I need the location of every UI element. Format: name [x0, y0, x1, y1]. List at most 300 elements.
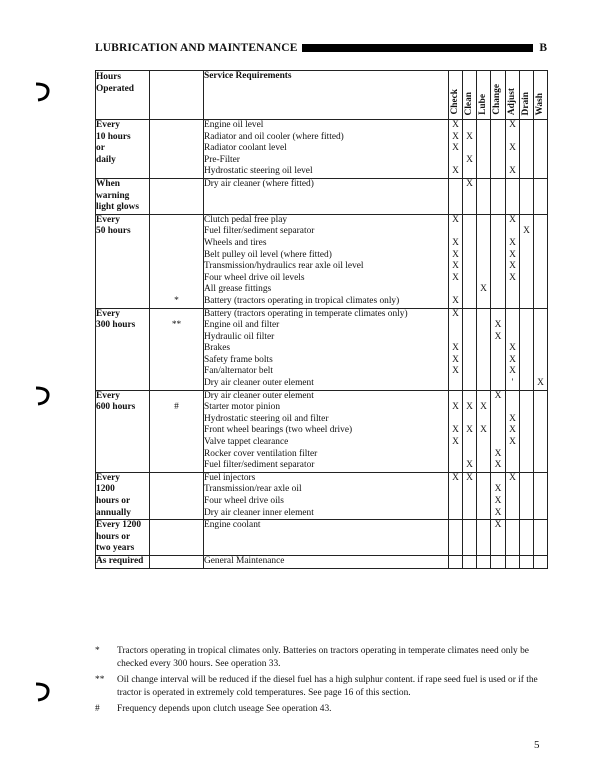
service-requirement: Fan/alternator belt [204, 366, 273, 377]
hours-interval-line: two years [96, 543, 135, 554]
action-mark [491, 273, 505, 285]
action-mark [463, 437, 476, 449]
action-mark [463, 284, 476, 296]
hours-interval-line: hours or [96, 531, 131, 542]
action-mark [463, 238, 476, 250]
hours-interval-cell [96, 390, 150, 472]
action-mark [491, 215, 505, 227]
action-mark [491, 284, 505, 296]
action-mark: X [452, 237, 459, 248]
action-mark: X [509, 272, 516, 283]
action-mark [520, 261, 533, 273]
action-mark [449, 155, 462, 167]
column-header-lube: Lube [477, 71, 491, 120]
footnote-marker [150, 238, 203, 250]
service-requirement: Dry air cleaner inner element [204, 507, 314, 518]
action-mark: X [509, 472, 516, 483]
action-cell-wash [534, 472, 548, 519]
action-mark: X [466, 131, 473, 142]
action-mark [506, 460, 519, 472]
schedule-group-row [96, 120, 548, 179]
action-mark [534, 366, 547, 378]
action-mark [534, 155, 547, 167]
page-number: 5 [534, 739, 540, 751]
action-mark [449, 520, 462, 532]
action-mark [491, 437, 505, 449]
hours-interval-cell [96, 178, 150, 214]
action-mark [520, 284, 533, 296]
service-requirement: Dry air cleaner outer element [204, 378, 314, 389]
page-header [95, 40, 547, 56]
action-cell-drain [520, 555, 534, 568]
action-mark [534, 238, 547, 250]
footnote-marker-cell [150, 555, 204, 568]
action-mark [520, 391, 533, 403]
action-mark [534, 320, 547, 332]
action-mark [506, 155, 519, 167]
action-cell-check [449, 555, 463, 568]
schedule-group-row [96, 555, 548, 568]
action-mark [491, 414, 505, 426]
action-cell-wash [534, 178, 548, 214]
service-requirement: Hydrostatic steering oil and filter [204, 413, 329, 424]
action-mark [491, 155, 505, 167]
action-mark [491, 179, 505, 191]
action-mark [463, 378, 476, 390]
action-mark [534, 179, 547, 191]
action-mark [491, 366, 505, 378]
action-mark [463, 355, 476, 367]
action-mark [520, 378, 533, 390]
action-mark [477, 179, 490, 191]
action-mark [463, 449, 476, 461]
footnote-marker [150, 273, 203, 285]
action-mark [463, 414, 476, 426]
action-cell-wash [534, 308, 548, 390]
action-mark [534, 261, 547, 273]
action-mark [520, 520, 533, 532]
action-mark [534, 215, 547, 227]
action-cell-lube [477, 214, 491, 308]
action-mark [506, 508, 519, 520]
action-mark [534, 484, 547, 496]
binder-hole-icon [33, 384, 53, 406]
action-mark [477, 496, 490, 508]
footnote-marker [150, 261, 203, 273]
footnote-marker: # [174, 402, 179, 413]
action-mark [491, 143, 505, 155]
service-requirement: Radiator coolant level [204, 143, 287, 154]
column-header-hours: Hours Operated [96, 71, 150, 120]
service-requirement: Fuel filter/sediment separator [204, 460, 315, 471]
action-mark [491, 355, 505, 367]
action-cell-clean [463, 390, 477, 472]
column-header-note [150, 71, 204, 120]
service-requirement: Four wheel drive oils [204, 496, 284, 506]
footnote-marker [150, 120, 203, 132]
action-mark [449, 508, 462, 520]
action-mark [520, 132, 533, 144]
action-mark [491, 238, 505, 250]
hours-interval-cell [96, 120, 150, 179]
hours-interval-line: 600 hours [96, 402, 136, 413]
action-mark [520, 496, 533, 508]
action-mark [520, 309, 533, 321]
hours-interval-line: 10 hours [96, 131, 131, 142]
action-mark: X [537, 378, 544, 389]
action-mark [477, 215, 490, 227]
footnote-marker-cell [150, 308, 204, 390]
column-header-change: Change [491, 71, 506, 120]
action-cell-clean [463, 472, 477, 519]
action-cell-check [449, 308, 463, 390]
action-mark [520, 484, 533, 496]
action-mark: X [452, 308, 459, 319]
footnote-marker: ** [171, 320, 182, 331]
service-requirement: Dry air cleaner (where fitted) [204, 178, 314, 189]
footnote-symbol: * [95, 646, 100, 656]
service-requirement: Safety frame bolts [204, 354, 273, 365]
action-mark [534, 332, 547, 344]
action-mark: X [494, 448, 502, 459]
hours-interval-cell [96, 308, 150, 390]
service-requirement: Pre-Filter [204, 154, 240, 165]
footnote-symbol: # [95, 704, 100, 715]
action-mark [534, 132, 547, 144]
action-mark: X [509, 354, 516, 365]
column-header-wash: Wash [534, 71, 548, 120]
footnote-marker [150, 496, 203, 508]
service-requirements-cell [204, 555, 449, 568]
footnote-text: Frequency depends upon clutch useage See operation 43. [117, 704, 332, 715]
action-mark [477, 296, 490, 308]
action-mark: X [452, 261, 459, 272]
action-mark [463, 120, 476, 132]
action-cell-adjust [506, 472, 520, 519]
hours-interval-line: warning [96, 190, 130, 201]
footnote-marker [150, 284, 203, 296]
action-mark: X [509, 343, 516, 354]
action-mark [520, 155, 533, 167]
action-mark [534, 391, 547, 403]
action-mark [491, 166, 505, 178]
action-mark: X [452, 425, 459, 436]
action-mark: X [494, 484, 502, 495]
action-mark [463, 250, 476, 262]
footnote-marker [150, 378, 203, 390]
service-requirement: Starter motor pinion [204, 402, 281, 413]
action-mark: X [452, 120, 459, 130]
action-mark [491, 226, 505, 238]
action-mark [449, 320, 462, 332]
footnote-marker [150, 366, 203, 378]
action-cell-adjust [506, 308, 520, 390]
action-mark [520, 332, 533, 344]
action-mark [506, 132, 519, 144]
action-mark: X [466, 472, 473, 483]
action-cell-adjust [506, 555, 520, 568]
action-mark [477, 332, 490, 344]
hours-interval-line: or [96, 143, 105, 154]
action-mark [534, 437, 547, 449]
action-mark: X [509, 261, 516, 272]
hours-interval-line: Every [96, 308, 120, 319]
footnote-marker-cell [150, 178, 204, 214]
footnote-marker-cell [150, 520, 204, 556]
action-mark [534, 166, 547, 178]
footnote-marker [150, 179, 203, 191]
action-mark: X [452, 366, 459, 377]
action-mark [534, 226, 547, 238]
service-requirement: Hydrostatic steering oil level [204, 166, 313, 177]
action-mark: X [494, 507, 502, 518]
action-mark [477, 366, 490, 378]
action-mark: X [452, 472, 459, 483]
action-mark [477, 520, 490, 532]
hours-interval-line: As required [96, 555, 144, 566]
footnote-marker [150, 437, 203, 449]
schedule-group-row [96, 178, 548, 214]
action-cell-change [491, 308, 506, 390]
action-mark [463, 143, 476, 155]
action-cell-check [449, 178, 463, 214]
action-mark [534, 273, 547, 285]
action-cell-adjust [506, 390, 520, 472]
action-mark [463, 343, 476, 355]
footnote-marker-cell [150, 472, 204, 519]
action-cell-lube [477, 472, 491, 519]
service-requirement: Engine coolant [204, 520, 261, 531]
action-mark [520, 414, 533, 426]
action-cell-lube [477, 555, 491, 568]
footnote [95, 703, 547, 716]
action-mark [520, 215, 533, 227]
footnote-marker [150, 215, 203, 227]
action-cell-check [449, 214, 463, 308]
action-cell-clean [463, 214, 477, 308]
action-mark [491, 132, 505, 144]
service-requirements-cell [204, 120, 449, 179]
action-mark [491, 261, 505, 273]
action-mark [449, 449, 462, 461]
service-requirement: All grease fittings [204, 284, 272, 295]
page-header-title: LUBRICATION AND MAINTENANCE [95, 42, 298, 54]
action-mark [520, 449, 533, 461]
footnote-text: Oil change interval will be reduced if the diesel fuel has a high sulphur content. if rape seed fuel is used or if the tractor is operated in extremely cold temperatures. See page 16 of this section. [117, 675, 538, 698]
action-cell-drain [520, 472, 534, 519]
table-header-row [96, 71, 548, 120]
action-cell-wash [534, 120, 548, 179]
service-requirement: Clutch pedal free play [204, 214, 288, 225]
service-requirement: Dry air cleaner outer element [204, 390, 314, 401]
service-requirement: Battery (tractors operating in tropical climates only) [204, 295, 400, 306]
action-cell-adjust [506, 178, 520, 214]
action-mark [491, 120, 505, 132]
action-mark [506, 309, 519, 321]
action-cell-drain [520, 308, 534, 390]
action-mark: X [466, 425, 473, 436]
action-mark [477, 414, 490, 426]
action-mark [520, 250, 533, 262]
footnote-marker [150, 425, 203, 437]
action-mark: X [452, 166, 459, 177]
action-mark [534, 520, 547, 532]
action-mark [477, 250, 490, 262]
footnote-marker [150, 556, 203, 568]
service-requirements-cell [204, 178, 449, 214]
footnote-marker [150, 166, 203, 178]
action-cell-check [449, 390, 463, 472]
action-cell-check [449, 472, 463, 519]
action-mark [506, 520, 519, 532]
service-requirement: Valve tappet clearance [204, 437, 289, 448]
action-cell-change [491, 214, 506, 308]
footnote-marker [150, 155, 203, 167]
schedule-body [96, 120, 548, 569]
service-requirement: Engine oil and filter [204, 320, 280, 331]
action-cell-change [491, 555, 506, 568]
hours-interval-line: 1200 [96, 484, 115, 495]
hours-interval-line: light glows [96, 202, 139, 213]
service-requirement: Four wheel drive oil levels [204, 272, 305, 283]
action-mark [534, 496, 547, 508]
service-requirement: Front wheel bearings (two wheel drive) [204, 425, 353, 436]
action-mark [491, 402, 505, 414]
action-mark [463, 226, 476, 238]
action-mark [477, 437, 490, 449]
footnote-marker [150, 250, 203, 262]
action-mark [477, 238, 490, 250]
action-mark [477, 449, 490, 461]
maintenance-schedule-table [95, 70, 548, 569]
footnote-marker [150, 520, 203, 532]
action-cell-adjust [506, 520, 520, 556]
action-mark [477, 273, 490, 285]
service-requirement: General Maintenance [204, 555, 285, 566]
action-mark [463, 296, 476, 308]
action-mark: X [509, 237, 516, 248]
schedule-group-row [96, 390, 548, 472]
action-mark: X [480, 284, 487, 295]
action-cell-drain [520, 120, 534, 179]
action-mark [534, 449, 547, 461]
action-mark [520, 355, 533, 367]
action-mark [477, 391, 490, 403]
action-mark [463, 366, 476, 378]
action-cell-lube [477, 120, 491, 179]
action-cell-clean [463, 120, 477, 179]
action-cell-wash [534, 555, 548, 568]
action-mark [449, 179, 462, 191]
action-mark [534, 556, 547, 568]
action-mark [534, 414, 547, 426]
action-mark [449, 284, 462, 296]
action-mark [520, 366, 533, 378]
action-mark [506, 484, 519, 496]
action-mark [520, 296, 533, 308]
action-cell-change [491, 390, 506, 472]
action-mark [463, 215, 476, 227]
action-mark [520, 238, 533, 250]
service-requirements-cell [204, 308, 449, 390]
action-mark [477, 556, 490, 568]
action-mark [534, 355, 547, 367]
action-mark [477, 166, 490, 178]
service-requirements-cell [204, 472, 449, 519]
action-cell-adjust [506, 120, 520, 179]
action-cell-clean [463, 555, 477, 568]
action-mark: X [523, 226, 530, 237]
action-mark [506, 179, 519, 191]
action-mark [449, 226, 462, 238]
action-cell-drain [520, 520, 534, 556]
footnote-marker [150, 391, 203, 403]
service-requirement: Transmission/hydraulics rear axle oil level [204, 261, 364, 272]
action-mark [534, 343, 547, 355]
column-header-drain: Drain [520, 71, 534, 120]
action-mark: X [509, 437, 516, 448]
action-mark: X [452, 295, 459, 306]
footnote [95, 645, 547, 670]
service-requirement: Hydraulic oil filter [204, 331, 275, 342]
service-requirement: Belt pulley oil level (where fitted) [204, 249, 332, 260]
action-mark: X [509, 120, 516, 130]
footnote-marker [150, 355, 203, 367]
action-mark: X [452, 437, 459, 448]
footnote [95, 674, 547, 699]
action-mark: X [452, 214, 459, 225]
action-mark [506, 449, 519, 461]
action-cell-drain [520, 390, 534, 472]
footnote-marker [150, 309, 203, 321]
action-mark [449, 391, 462, 403]
action-mark [506, 284, 519, 296]
action-mark [520, 473, 533, 485]
action-mark [520, 320, 533, 332]
schedule-group-row [96, 308, 548, 390]
action-mark [477, 508, 490, 520]
hours-interval-line: When [96, 178, 120, 189]
service-requirement: Engine oil level [204, 120, 264, 130]
footnote-text: Tractors operating in tropical climates only. Batteries on tractors operating in temperate climates need only be checked every 300 hours. See operation 33. [117, 646, 529, 669]
hours-interval-cell [96, 214, 150, 308]
action-mark [534, 460, 547, 472]
action-cell-clean [463, 308, 477, 390]
action-mark [534, 284, 547, 296]
action-mark [491, 425, 505, 437]
action-mark: X [466, 460, 473, 471]
footnote-symbol: ** [95, 675, 105, 686]
footnote-marker [150, 484, 203, 496]
action-mark [520, 273, 533, 285]
action-mark [477, 355, 490, 367]
action-cell-check [449, 520, 463, 556]
action-cell-lube [477, 308, 491, 390]
action-mark [534, 402, 547, 414]
hours-interval-line: Every [96, 472, 120, 483]
action-mark [520, 179, 533, 191]
action-mark [534, 143, 547, 155]
action-mark: X [494, 520, 502, 531]
action-mark [491, 296, 505, 308]
schedule-group-row [96, 520, 548, 556]
action-mark [463, 309, 476, 321]
service-requirement: Brakes [204, 343, 231, 354]
column-header-clean: Clean [463, 71, 477, 120]
column-header-service: Service Requirements [204, 71, 449, 120]
action-mark: X [509, 366, 516, 377]
action-mark [520, 556, 533, 568]
